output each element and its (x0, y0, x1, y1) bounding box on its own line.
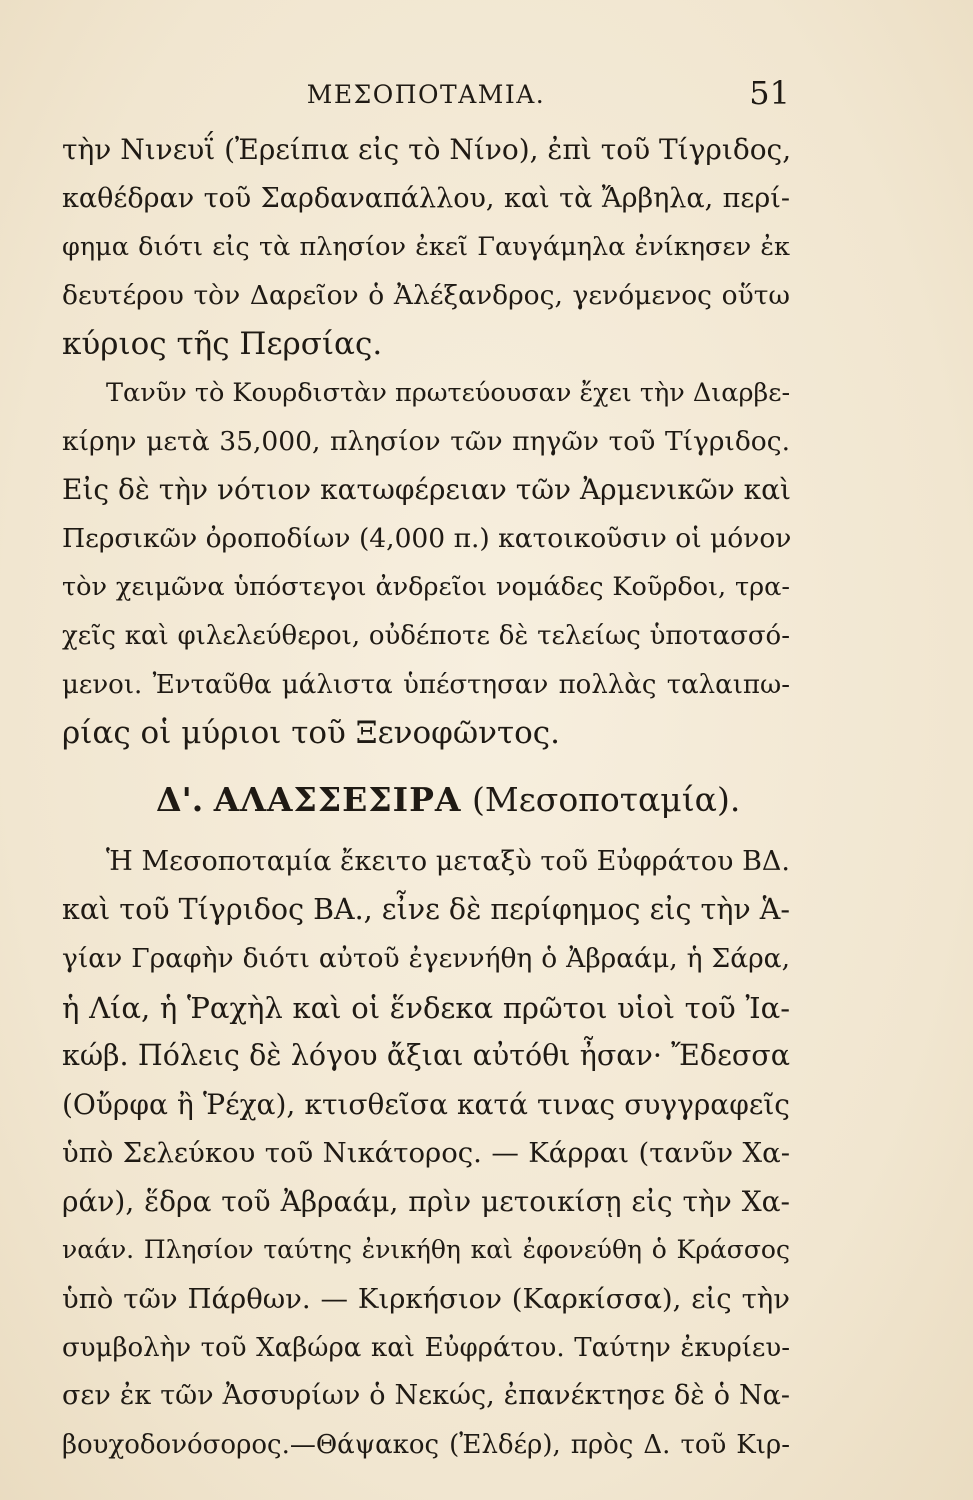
section-heading (62, 776, 790, 824)
text-line: κίρην μετὰ 35,000, πλησίον τῶν πηγῶν τοῦ Τίγριδος. (62, 425, 790, 457)
section-name: ΑΛΑΣΣΕΣΙΡΑ (213, 779, 462, 819)
running-title: ΜΕΣΟΠΟΤΑΜΙΑ. (306, 80, 546, 109)
text-line: ρίας οἱ μύριοι τοῦ Ξενοφῶντος. (62, 715, 560, 752)
text-line: ἡ Λία, ἡ Ῥαχὴλ καὶ οἱ ἕνδεκα πρῶτοι υἱοὶ τοῦ Ἰα- (62, 990, 790, 1025)
text-line: ναάν. Πλησίον ταύτης ἐνικήθη καὶ ἐφονεύθη ὁ Κράσσος (62, 1235, 790, 1265)
text-line: κύριος τῆς Περσίας. (62, 326, 383, 363)
text-line: ράν), ἕδρα τοῦ Ἀβραάμ, πρὶν μετοικίσῃ εἰς τὴν Χα- (62, 1184, 790, 1218)
text-line: κώβ. Πόλεις δὲ λόγου ἄξιαι αὐτόθι ἦσαν· Ἔδεσσα (62, 1039, 790, 1073)
section-numeral: Δ'. (156, 779, 204, 819)
text-line: καθέδραν τοῦ Σαρδαναπάλλου, καὶ τὰ Ἄρβηλα, περί- (62, 182, 790, 214)
text-line: Τανῦν τὸ Κουρδιστὰν πρωτεύουσαν ἔχει τὴν Διαρβε- (106, 377, 791, 408)
page-header (62, 72, 790, 122)
text-line: ὑπὸ τῶν Πάρθων. — Κιρκήσιον (Καρκίσσα), εἰς τὴν (62, 1283, 790, 1316)
text-line: τὴν Νινευΐ (Ἐρείπια εἰς τὸ Νίνο), ἐπὶ τοῦ Τίγριδος, (62, 133, 792, 166)
paragraph-ninevi (62, 126, 790, 369)
text-line: φημα διότι εἰς τὰ πλησίον ἐκεῖ Γαυγάμηλα ἐνίκησεν ἐκ (62, 232, 790, 263)
text-line: συμβολὴν τοῦ Χαβώρα καὶ Εὐφράτου. Ταύτην ἐκυρίευ- (62, 1332, 790, 1363)
text-line: ὑπὸ Σελεύκου τοῦ Νικάτορος. — Κάρραι (τανῦν Χα- (62, 1137, 790, 1170)
paragraph-mesopotamia (62, 838, 790, 1470)
text-line: καὶ τοῦ Τίγριδος ΒΑ., εἶνε δὲ περίφημος εἰς τὴν Ἁ- (62, 893, 790, 927)
text-line: δευτέρου τὸν Δαρεῖον ὁ Ἀλέξανδρος, γενόμενος οὕτω (62, 279, 790, 311)
text-line: χεῖς καὶ φιλελεύθεροι, οὐδέποτε δὲ τελείως ὑποτασσό- (62, 620, 790, 651)
text-line: γίαν Γραφὴν διότι αὐτοῦ ἐγεννήθη ὁ Ἀβραάμ, ἡ Σάρα, (62, 942, 790, 974)
text-line: τὸν χειμῶνα ὑπόστεγοι ἀνδρεῖοι νομάδες Κοῦρδοι, τρα- (62, 572, 790, 603)
page-number: 51 (749, 74, 790, 112)
text-line: Περσικῶν ὀροποδίων (4,000 π.) κατοικοῦσιν οἱ μόνον (62, 522, 792, 554)
section-subtitle: (Μεσοποταμία). (472, 779, 741, 819)
text-line: Ἡ Μεσοποταμία ἔκειτο μεταξὺ τοῦ Εὐφράτου ΒΔ. (106, 845, 790, 877)
text-line: σεν ἐκ τῶν Ἀσσυρίων ὁ Νεκώς, ἐπανέκτησε δὲ ὁ Να- (62, 1380, 790, 1412)
paragraph-kurdistan (62, 369, 790, 758)
text-line: Εἰς δὲ τὴν νότιον κατωφέρειαν τῶν Ἀρμενικῶν καὶ (62, 473, 791, 507)
text-line: βουχοδονόσορος.—Θάψακος (Ἐλδέρ), πρὸς Δ. τοῦ Κιρ- (62, 1429, 790, 1460)
text-line: (Οὔρφα ἢ Ῥέχα), κτισθεῖσα κατά τινας συγγραφεῖς (62, 1087, 790, 1121)
page-body (62, 126, 790, 1469)
text-line: μενοι. Ἐνταῦθα μάλιστα ὑπέστησαν πολλὰς ταλαιπω- (62, 669, 790, 700)
